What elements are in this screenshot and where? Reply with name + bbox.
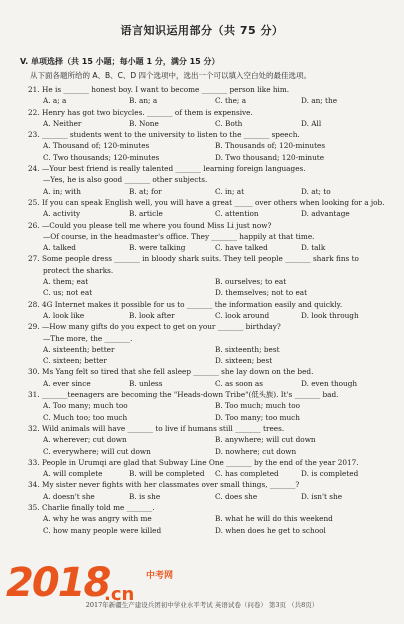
question-number: 22. xyxy=(28,107,40,117)
answer-option: A. ever since xyxy=(43,378,91,388)
answer-option: B. Too much; much too xyxy=(215,401,301,411)
answer-option: A. in; with xyxy=(43,186,81,196)
question-stem: 4G Internet makes it possible for us to _______ the information easily and quickly. xyxy=(42,299,343,309)
question-item xyxy=(28,220,398,254)
question-stem: Wild animals will have _______ to live if humans still _______ trees. xyxy=(42,423,285,433)
answer-option: D. talk xyxy=(301,243,326,253)
question-stem: Some people dress _______ in bloody shark suits. They tell people _______ shark fins to xyxy=(42,254,359,264)
question-stem: People in Urumqi are glad that Subway Line One _______ by the end of the year 2017. xyxy=(42,457,359,467)
question-stem-line: —Yes, he is also good _______ other subjects. xyxy=(43,175,208,185)
question-item xyxy=(28,299,398,322)
answer-option: D. Too many; too much xyxy=(215,412,300,422)
question-item xyxy=(28,479,398,502)
question-stem: —How many gifts do you expect to get on your _______ birthday? xyxy=(42,322,281,332)
answer-option: C. Both xyxy=(215,118,243,128)
question-number: 26. xyxy=(28,220,40,230)
answer-option: A. activity xyxy=(43,209,81,219)
question-stem: If you can speak English well, you will have a great _____ over others when looking for a job. xyxy=(42,197,385,207)
answer-option: C. have talked xyxy=(215,243,268,253)
question-item xyxy=(28,366,398,389)
answer-option: A. a; a xyxy=(43,96,67,106)
section-instruction: 从下面各题所给的 A、B、C、D 四个选项中，选出一个可以填入空白处的最佳选项。 xyxy=(30,71,312,80)
answer-option: C. has completed xyxy=(215,469,279,479)
watermark-site-name: 中考网 xyxy=(146,571,174,581)
question-number: 28. xyxy=(28,299,40,309)
answer-option: A. look like xyxy=(43,310,85,320)
question-stem-line: protect the sharks. xyxy=(43,265,114,275)
answer-option: B. at; for xyxy=(129,186,162,196)
answer-options xyxy=(28,186,398,197)
question-item xyxy=(28,321,398,366)
answer-option: A. Neither xyxy=(43,118,82,128)
answer-option: A. them; eat xyxy=(43,277,89,287)
question-item xyxy=(28,107,398,130)
question-number: 23. xyxy=(28,130,40,140)
answer-option: D. when does he get to school xyxy=(215,525,326,535)
answer-option: D. even though xyxy=(301,378,358,388)
answer-option: D. Two thousand; 120-minute xyxy=(215,152,325,162)
answer-option: C. us; not eat xyxy=(43,288,93,298)
answer-option: C. does she xyxy=(215,491,258,501)
question-stem: Henry has got two bicycles. _______ of them is expensive. xyxy=(42,107,253,117)
answer-options xyxy=(28,310,398,321)
answer-option: D. nowhere; cut down xyxy=(215,446,297,456)
question-item xyxy=(28,423,398,457)
answer-options xyxy=(28,95,398,106)
question-item xyxy=(28,84,398,107)
question-item xyxy=(28,389,398,423)
question-number: 27. xyxy=(28,254,40,264)
answer-option: B. article xyxy=(129,209,163,219)
answer-option: C. Much too; too much xyxy=(43,412,128,422)
question-stem: My sister never fights with her classmates over small things, _______? xyxy=(42,480,300,490)
answer-option: B. None xyxy=(129,118,159,128)
question-number: 24. xyxy=(28,164,40,174)
question-stem: —Could you please tell me where you found Miss Li just now? xyxy=(42,220,272,230)
answer-option: D. advantage xyxy=(301,209,350,219)
answer-option: B. were talking xyxy=(129,243,186,253)
answer-option: A. doesn't she xyxy=(43,491,95,501)
question-stem: _______ students went to the university to listen to the _______ speech. xyxy=(42,130,300,140)
answer-option: C. sixteen; better xyxy=(43,356,107,366)
answer-options xyxy=(28,140,398,163)
answer-option: A. talked xyxy=(43,243,76,253)
answer-options xyxy=(28,276,398,299)
answer-option: C. Two thousands; 120-minutes xyxy=(43,152,160,162)
section-heading: V. 单项选择（共 15 小题；每小题 1 分，满分 15 分） xyxy=(20,57,220,66)
answer-options xyxy=(28,344,398,367)
answer-option: C. everywhere; will cut down xyxy=(43,446,151,456)
question-number: 33. xyxy=(28,457,40,467)
answer-option: C. the; a xyxy=(215,96,247,106)
question-number: 35. xyxy=(28,502,40,512)
question-item xyxy=(28,457,398,480)
answer-options xyxy=(28,434,398,457)
question-number: 29. xyxy=(28,322,40,332)
question-stem: —Your best friend is really talented _______ learning foreign languages. xyxy=(42,164,306,174)
answer-option: D. isn't she xyxy=(301,491,343,501)
answer-option: D. All xyxy=(301,118,322,128)
question-item xyxy=(28,197,398,220)
page-footer: 2017年新疆生产建设兵团初中学业水平考试 英语试卷（问卷） 第3页 （共8页） xyxy=(85,601,319,609)
answer-option: C. look around xyxy=(215,310,270,320)
answer-option: D. an; the xyxy=(301,96,338,106)
answer-option: A. sixteenth; better xyxy=(43,344,115,354)
answer-option: A. will complete xyxy=(43,469,103,479)
answer-option: B. look after xyxy=(129,310,175,320)
question-item xyxy=(28,253,398,298)
answer-option: D. themselves; not to eat xyxy=(215,288,308,298)
answer-options xyxy=(28,513,398,536)
answer-options xyxy=(28,378,398,389)
question-item xyxy=(28,163,398,197)
answer-option: D. sixteen; best xyxy=(215,356,273,366)
question-list xyxy=(28,84,398,536)
answer-option: B. is she xyxy=(129,491,161,501)
answer-option: A. Thousand of; 120-minutes xyxy=(43,141,150,151)
question-number: 21. xyxy=(28,85,40,94)
answer-options xyxy=(28,242,398,253)
answer-option: A. wherever; cut down xyxy=(43,435,127,445)
answer-option: B. unless xyxy=(129,378,163,388)
question-number: 25. xyxy=(28,197,40,207)
page-title: 语言知识运用部分（共 75 分） xyxy=(120,24,284,37)
answer-option: C. in; at xyxy=(215,186,245,196)
answer-option: D. is completed xyxy=(301,469,359,479)
question-stem-line: —The more, the _______. xyxy=(43,333,133,343)
question-stem: Charlie finally told me _______. xyxy=(42,502,155,512)
answer-option: B. sixteenth; best xyxy=(215,344,280,354)
answer-option: B. what he will do this weekend xyxy=(215,514,333,524)
answer-options xyxy=(28,208,398,219)
watermark-year: 2018 xyxy=(6,560,110,606)
watermark-domain: .cn xyxy=(104,584,135,605)
answer-options xyxy=(28,468,398,479)
answer-option: B. ourselves; to eat xyxy=(215,277,287,287)
question-stem-line: —Of course, in the headmaster's office. They _______ happily at that time. xyxy=(43,231,315,241)
answer-option: A. Too many; much too xyxy=(43,401,128,411)
question-number: 31. xyxy=(28,390,40,400)
question-number: 34. xyxy=(28,480,40,490)
answer-options xyxy=(28,491,398,502)
answer-option: B. an; a xyxy=(129,96,158,106)
question-number: 32. xyxy=(28,423,40,433)
question-stem: He is _______ honest boy. I want to become _______ person like him. xyxy=(42,85,290,94)
answer-option: D. look through xyxy=(301,310,359,320)
question-item xyxy=(28,502,398,536)
question-item xyxy=(28,129,398,163)
answer-option: C. how many people were killed xyxy=(43,525,162,535)
question-number: 30. xyxy=(28,367,40,377)
answer-option: B. Thousands of; 120-minutes xyxy=(215,141,326,151)
answer-option: D. at; to xyxy=(301,186,331,196)
answer-option: C. as soon as xyxy=(215,378,264,388)
answer-options xyxy=(28,400,398,423)
question-stem: _______teenagers are becoming the "Heads-down Tribe"(低头族). It's _______ bad. xyxy=(42,390,339,400)
question-stem: Ms Yang felt so tired that she fell asleep _______ she lay down on the bed. xyxy=(42,367,314,377)
answer-option: A. why he was angry with me xyxy=(43,514,152,524)
answer-options xyxy=(28,118,398,129)
answer-option: B. anywhere; will cut down xyxy=(215,435,316,445)
answer-option: B. will be completed xyxy=(129,469,205,479)
answer-option: C. attention xyxy=(215,209,259,219)
